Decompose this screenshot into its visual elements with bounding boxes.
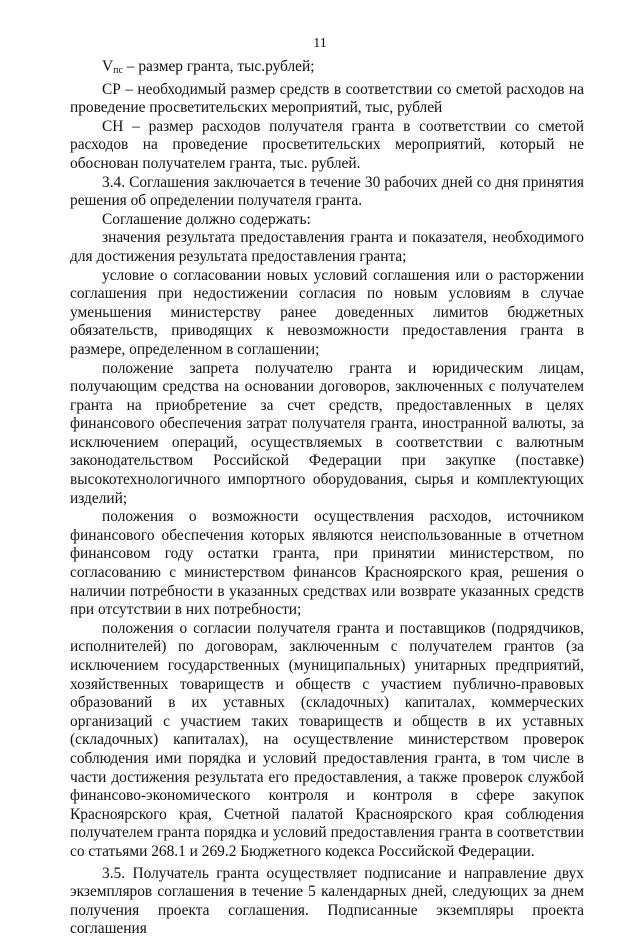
definition-vpc: [70, 58, 584, 81]
agreement-item-1: значения результата предоставления гранта и показателя, необходимого для достижения результата предоставления гранта;: [70, 229, 584, 265]
definition-cr: СР – необходимый размер средств в соответствии со сметой расходов на проведение просветительских мероприятий, тыс, рублей: [70, 80, 584, 117]
agreement-item-2: условие о согласовании новых условий соглашения или о расторжении соглашения при недостижении согласия по новым условиям в случае уменьшения министерству ранее доведенных лимитов бюджетных обязательств, приводящих к невозможности предоставления гранта в размере, определенном в соглашении;: [70, 266, 584, 358]
vpc-text: – размер гранта, тыс.рублей;: [122, 58, 315, 75]
section-3-5-paragraph: 3.5. Получатель гранта осуществляет подписание и направление двух экземпляров соглашения в течение 5 календарных дней, следующих за днем получения проекта соглашения. Подписанные экземпляры проекта соглашения: [70, 864, 584, 938]
section-3-4-paragraph: 3.4. Соглашения заключается в течение 30 рабочих дней со дня принятия решения об определении получателя гранта.: [70, 173, 584, 210]
agreement-item-3: положение запрета получателю гранта и юридическим лицам, получающим средства на основании договоров, заключенных с получателем гранта на приобретение за счет средств, предоставленных в целях финансового обеспечения затрат получателя гранта, иностранной валюты, за исключением операций, осуществляемых в соответствии с валютным законодательством Российской Федерации при закупке (поставке) высокотехнологичного импортного оборудования, сырья и комплектующих изделий;: [70, 359, 584, 507]
definition-ch: СН – размер расходов получателя гранта в соответствии со сметой расходов на проведение просветительских мероприятий, который не обоснован получателем гранта, тыс. рублей.: [70, 117, 584, 172]
agreement-item-4: положения о возможности осуществления расходов, источником финансового обеспечения которых являются неиспользованные в отчетном финансовом году остатки гранта, при принятии министерством, по согласованию с министерством финансов Красноярского края, решения о наличии потребности в указанных средствах или возврате указанных средств при отсутствии в них потребности;: [70, 508, 584, 619]
agreement-item-5: положения о согласии получателя гранта и поставщиков (подрядчиков, исполнителей) по договорам, заключенным с получателем грантов (за исключением государственных (муниципальных) унитарных предприятий, хозяйственных товариществ и обществ с участием публично-правовых образований в их уставных (складочных) капиталах, коммерческих организаций с участием таких товариществ и обществ в их уставных (складочных) капиталах), на осуществление министерством проверок соблюдения ими порядка и условий предоставления гранта, в том числе в части достижения результата его предоставления, а также проверок службой финансово-экономического контроля и контроля в сфере закупок Красноярского края, Счетной палатой Красноярского края соблюдения получателем гранта порядка и условий предоставления гранта в соответствии со статьями 268.1 и 269.2 Бюджетного кодекса Российской Федерации.: [70, 619, 584, 860]
document-body: [70, 58, 584, 939]
vpc-subscript: пс: [113, 65, 123, 76]
page-number: 11: [313, 36, 327, 51]
agreement-contents-intro: Соглашение должно содержать:: [102, 210, 311, 228]
vpc-symbol: V: [102, 58, 114, 75]
